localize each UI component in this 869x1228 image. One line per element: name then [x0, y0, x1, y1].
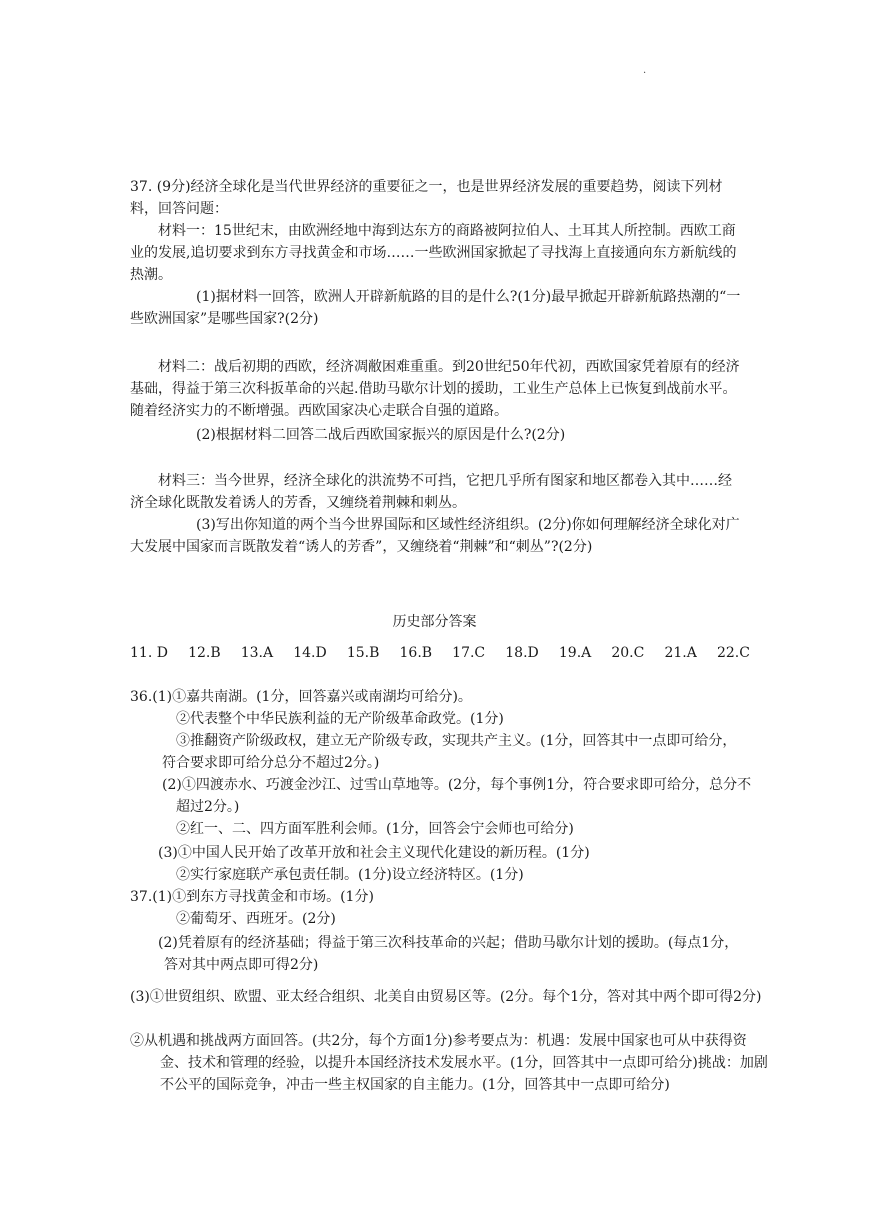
page-dot: .: [643, 65, 647, 76]
answer-37-line: 37.(1)①到东方寻找黄金和市场。(1分): [130, 889, 374, 905]
choice-answer: 19.A: [558, 645, 592, 661]
answer-36-line: ③推翻资产阶级政权，建立无产阶级专政，实现共产主义。(1分，回答其中一点即可给分，符合要求即可给分总分不超过2分。): [162, 733, 737, 771]
answer-37-line: ②葡萄牙、西班牙。(2分): [176, 911, 336, 927]
answer-36-line: (2)①四渡赤水、巧渡金沙江、过雪山草地等。(2分，每个事例1分，符合要求即可给分，总分不超过2分。): [162, 777, 752, 815]
material-2: 材料二：战后初期的西欧，经济凋敝困难重重。到20世纪50年代初，西欧国家凭着原有的经济基础，得益于第三次科扳革命的兴起.借助马歇尔计划的援助，工业生产总体上已恢复到战前水平。随着经济实力的不断增强。西欧国家决心走联合自强的道路。: [130, 359, 740, 419]
answer-36-line: ②实行家庭联产承包责任制。(1分)设立经济特区。(1分): [176, 867, 524, 883]
answer-37-line: (2)凭着原有的经济基础；得益于第三次科技革命的兴起；借助马歇尔计划的援助。(每点1分，答对其中两点即可得2分): [158, 935, 739, 973]
answer-37-line: ②从机遇和挑战两方面回答。(共2分，每个方面1分)参考要点为：机遇：发展中国家也可从中获得资金、技术和管理的经验，以提升本国经济技术发展水平。(1分，回答其中一点即可给分)挑战：加剧不公平的国际竞争，冲击一些主权国家的自主能力。(1分，回答其中一点即可给分): [130, 1033, 768, 1093]
choice-answer: 20.C: [611, 645, 645, 661]
question-37-1: (1)据材料一回答，欧洲人开辟新航路的目的是什么?(1分)最早掀起开辟新航路热潮的“一些欧洲国家”是哪些国家?(2分): [130, 289, 741, 327]
choice-answer: 14.D: [293, 645, 327, 661]
answer-title: 历史部分答案: [392, 614, 477, 630]
choice-answer: 11. D: [130, 645, 168, 661]
answer-36-line: 36.(1)①嘉共南湖。(1分，回答嘉兴或南湖均可给分)。: [130, 689, 472, 705]
choice-answer: 16.B: [399, 645, 433, 661]
answer-36-line: ②红一、二、四方面军胜利会师。(1分，回答会宁会师也可给分): [176, 821, 574, 837]
choice-answer: 21.A: [664, 645, 697, 661]
question-37-intro: 37. (9分)经济全球化是当代世界经济的重要征之一，也是世界经济发展的重要趋势，阅读下列材料，回答问题：: [130, 179, 723, 217]
answer-37-line: (3)①世贸组织、欧盟、亚太经合组织、北美自由贸易区等。(2分。每个1分，答对其中两个即可得2分): [130, 989, 762, 1005]
choice-answer: 15.B: [346, 645, 380, 661]
choice-answer: 18.D: [505, 645, 539, 661]
choice-answer: 22.C: [716, 645, 750, 661]
choice-answer: 13.A: [240, 645, 274, 661]
answer-36-line: (3)①中国人民开始了改革开放和社会主义现代化建设的新历程。(1分): [158, 845, 590, 861]
question-37-3: (3)写出你知道的两个当今世界国际和区域性经济组织。(2分)你如何理解经济全球化对广大发展中国家而言既散发着“诱人的芳香”，又缠绕着“荆棘”和“刺丛”?(2分): [130, 517, 740, 555]
answer-36-line: ②代表整个中华民族利益的无产阶级革命政党。(1分): [176, 711, 504, 727]
choice-answers: [130, 642, 750, 664]
material-1: 材料一：15世纪末，由欧洲经地中海到达东方的商路被阿拉伯人、土耳其人所控制。西欧工商业的发展,追切要求到东方寻找黄金和市场……一些欧洲国家掀起了寻找海上直接通向东方新航线的热潮。: [130, 223, 737, 283]
material-3: 材料三：当今世界，经济全球化的洪流势不可挡，它把几乎所有图家和地区都卷入其中……经济全球化既散发着诱人的芳香，又缠绕着荆棘和刺丛。: [130, 473, 732, 511]
choice-answer: 17.C: [452, 645, 486, 661]
question-37-2: (2)根据材料二回答二战后西欧国家振兴的原因是什么?(2分): [196, 427, 566, 443]
choice-answer: 12.B: [188, 645, 221, 661]
